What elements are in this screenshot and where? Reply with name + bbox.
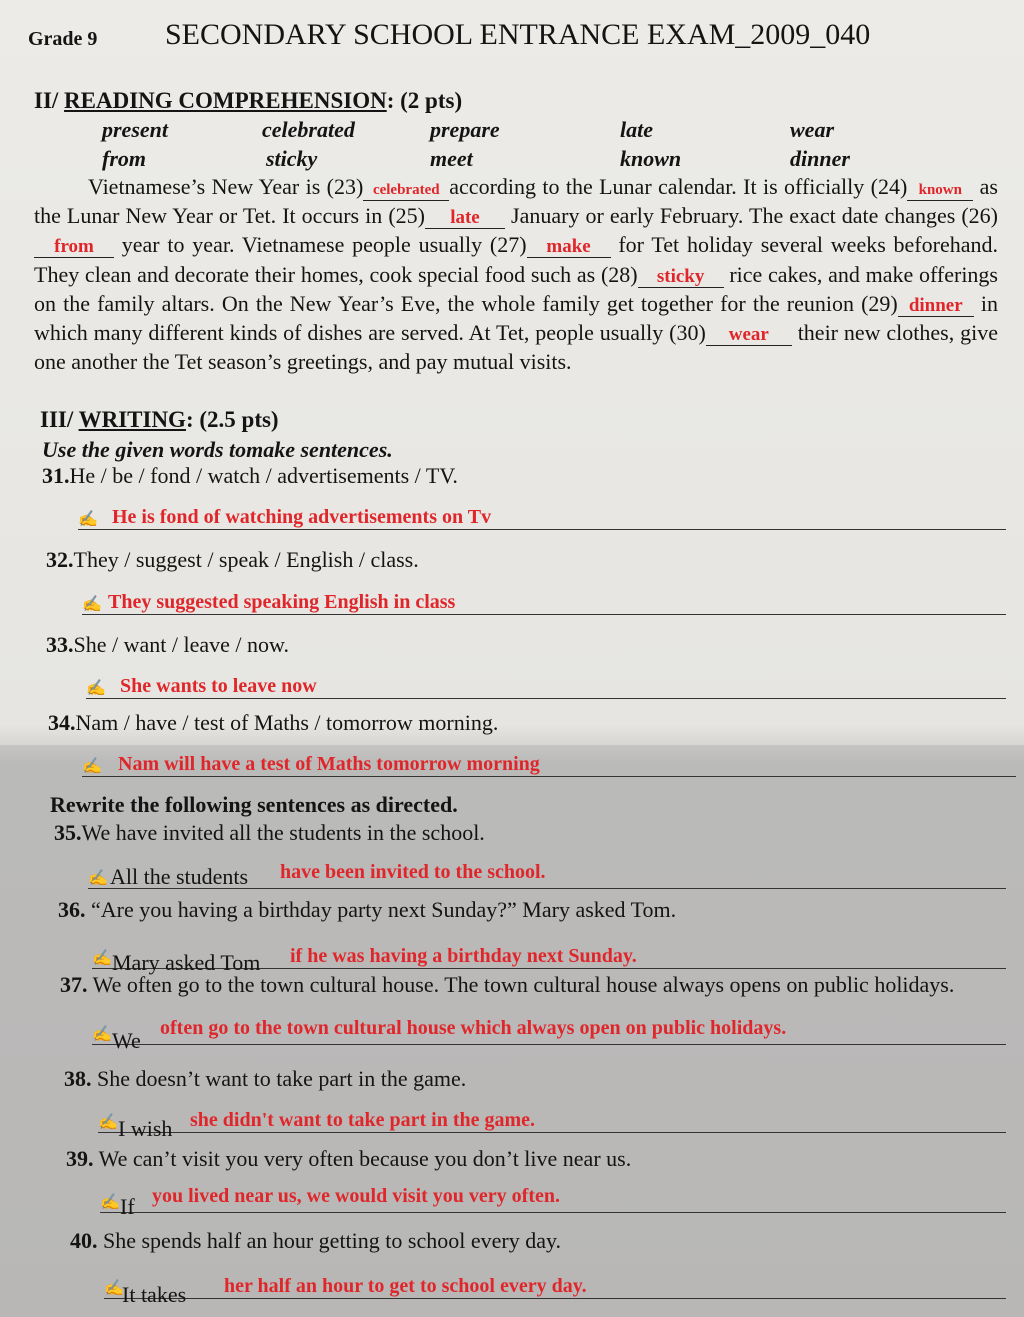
pen-icon: ✍ — [104, 1280, 124, 1297]
answer-prefix-40: It takes — [122, 1282, 187, 1307]
pen-icon: ✍ — [82, 596, 102, 613]
question-39: 39. We can’t visit you very often because you don’t live near us. — [66, 1146, 632, 1171]
word-bank-item: dinner — [790, 146, 850, 171]
word-bank-item: sticky — [266, 146, 318, 171]
answer-line-36 — [92, 942, 1006, 975]
pen-icon: ✍ — [86, 680, 106, 697]
answer-text-37: often go to the town cultural house which always open on public holidays. — [160, 1017, 787, 1039]
word-bank-item: late — [620, 117, 653, 142]
grade-label: Grade 9 — [28, 28, 98, 50]
answer-prefix-38: I wish — [118, 1116, 173, 1141]
answer-text-31: He is fond of watching advertisements on Tv — [112, 506, 492, 528]
answer-blank-24: known — [907, 180, 973, 201]
pen-icon: ✍ — [92, 950, 112, 967]
answer-blank-25: late — [425, 208, 505, 229]
word-bank-item: wear — [790, 117, 834, 142]
pen-icon: ✍ — [88, 870, 108, 887]
question-33: 33.She / want / leave / now. — [46, 632, 289, 657]
question-34: 34.Nam / have / test of Maths / tomorrow morning. — [48, 710, 499, 735]
pen-icon: ✍ — [92, 1026, 112, 1043]
question-37: 37. We often go to the town cultural house. The town cultural house always opens on public holidays. — [60, 972, 955, 997]
question-31: 31.He / be / fond / watch / advertisements / TV. — [42, 463, 458, 488]
word-bank-item: celebrated — [262, 117, 355, 142]
answer-blank-29: dinner — [898, 296, 974, 317]
answer-line-32 — [82, 588, 1006, 615]
reading-heading: II/ READING COMPREHENSION: (2 pts) — [34, 88, 463, 113]
word-bank-item: prepare — [430, 117, 500, 142]
question-40: 40. She spends half an hour getting to school every day. — [70, 1228, 562, 1253]
answer-prefix-39: If — [120, 1194, 135, 1219]
answer-line-40 — [104, 1272, 1006, 1307]
answer-line-38 — [98, 1106, 1006, 1141]
answer-line-39 — [100, 1185, 1006, 1219]
answer-line-31 — [78, 503, 1006, 530]
answer-line-33 — [86, 672, 1006, 699]
answer-text-38: she didn't want to take part in the game. — [190, 1109, 536, 1131]
word-bank-item: present — [102, 117, 168, 142]
answer-blank-27: make — [527, 237, 611, 258]
writing-heading: III/ WRITING: (2.5 pts) — [40, 407, 279, 432]
answer-text-40: her half an hour to get to school every day. — [224, 1275, 587, 1297]
question-38: 38. She doesn’t want to take part in the game. — [64, 1066, 467, 1091]
reading-passage: Vietnamese’s New Year is (23) celebrated according to the Lunar calendar. It is officially (24) known as the Lunar New Year or Tet. It occurs in (25) late January or early February. The exact date changes (26)from year to year. Vietnamese people usually (27) make for Tet holiday several weeks beforehand. They clean and decorate their homes, cook special food such as (28) sticky rice cakes, and make offerings on the family altars. On the New Year’s Eve, the whole family get together for the reunion (29) dinner in which many different kinds of dishes are served. At Tet, people usually (30) wear their new clothes, give one another the Tet season’s greetings, and pay mutual visits. — [34, 174, 998, 375]
question-36: 36. “Are you having a birthday party next Sunday?” Mary asked Tom. — [58, 897, 677, 922]
writing-instruction: Use the given words tomake sentences. — [42, 437, 393, 462]
answer-line-35 — [88, 862, 1006, 889]
question-32: 32.They / suggest / speak / English / class. — [46, 547, 419, 572]
pen-icon: ✍ — [100, 1194, 120, 1211]
answer-text-35: have been invited to the school. — [280, 861, 546, 883]
word-bank-item: from — [102, 146, 146, 171]
answer-blank-30: wear — [706, 325, 792, 346]
answer-text-33: She wants to leave now — [120, 675, 317, 697]
answer-text-34: Nam will have a test of Maths tomorrow morning — [118, 753, 540, 775]
answer-line-34 — [82, 750, 1016, 777]
answer-prefix-36: Mary asked Tom — [112, 950, 261, 975]
pen-icon: ✍ — [82, 758, 102, 775]
answer-text-39: you lived near us, we would visit you very often. — [152, 1185, 560, 1207]
answer-prefix-35: All the students — [110, 864, 249, 889]
answer-text-36: if he was having a birthday next Sunday. — [290, 945, 637, 967]
answer-prefix-37: We — [112, 1028, 141, 1053]
exam-title: SECONDARY SCHOOL ENTRANCE EXAM_2009_040 — [165, 18, 871, 51]
answer-blank-23: celebrated — [363, 180, 449, 201]
answer-blank-26: from — [34, 237, 114, 258]
rewrite-instruction: Rewrite the following sentences as directed. — [50, 792, 458, 817]
answer-blank-28: sticky — [638, 267, 724, 288]
word-bank-item: meet — [430, 146, 473, 171]
answer-line-37 — [92, 1017, 1006, 1053]
word-bank-item: known — [620, 146, 682, 171]
answer-text-32: They suggested speaking English in class — [108, 591, 456, 613]
pen-icon: ✍ — [98, 1114, 118, 1131]
pen-icon: ✍ — [78, 511, 98, 528]
question-35: 35.We have invited all the students in the school. — [54, 820, 485, 845]
